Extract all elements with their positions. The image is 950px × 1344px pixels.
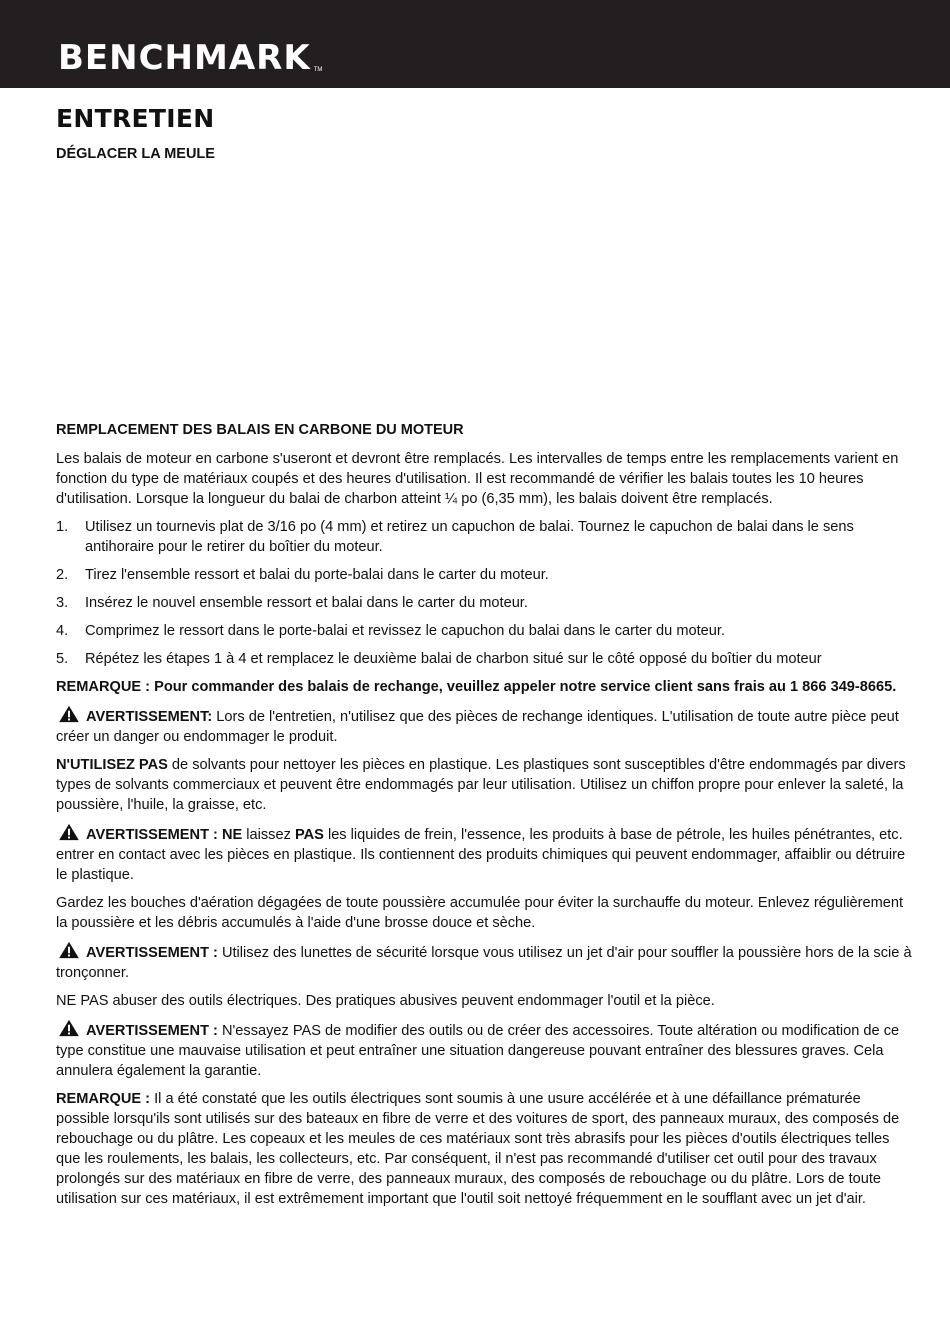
step-number: 2. — [56, 567, 69, 583]
step-text: Répétez les étapes 1 à 4 et remplacez le deuxième balai de charbon situé sur le côté opposé du boîtier du moteur — [85, 651, 822, 667]
warning-label: AVERTISSEMENT: — [86, 709, 213, 725]
warning-triangle-icon — [56, 823, 82, 841]
list-item — [56, 593, 914, 613]
solvent-paragraph — [56, 755, 914, 815]
list-item — [56, 565, 914, 585]
warning-triangle-icon — [56, 941, 82, 959]
note-label: REMARQUE : — [56, 1091, 151, 1107]
step-number: 4. — [56, 623, 69, 639]
warning-modification — [56, 1019, 914, 1081]
brand-name: BENCHMARK — [58, 38, 311, 78]
warning-text: Lors de l'entretien, n'utilisez que des pièces de rechange identiques. L'utilisation de toute autre pièce peut créer un danger ou endommager le produit. — [56, 709, 899, 745]
step-number: 3. — [56, 595, 69, 611]
step-number: 5. — [56, 651, 69, 667]
warning-label: AVERTISSEMENT : — [86, 1023, 218, 1039]
warning-text: les liquides de frein, l'essence, les produits à base de pétrole, les huiles pénétrantes, etc. entrer en contact avec les pièces en plastique. Ils contiennent des produits chimiques qui peuvent endommager, affaiblir ou détruire le plastique. — [56, 827, 906, 883]
section-brushes — [56, 422, 464, 438]
section-body — [56, 449, 914, 1217]
step-text: Utilisez un tournevis plat de 3/16 po (4 mm) et retirez un capuchon de balai. Tournez le capuchon de balai dans le sens antihoraire pour le retirer du boîtier du moteur. — [85, 519, 854, 555]
list-item — [56, 649, 914, 669]
solvent-bold: N'UTILISEZ PAS — [56, 757, 168, 773]
steps-list — [56, 517, 914, 669]
abuse-paragraph: NE PAS abuser des outils électriques. Des pratiques abusives peuvent endommager l'outil et la pièce. — [56, 993, 715, 1009]
warning-label: AVERTISSEMENT : — [86, 945, 218, 961]
list-item — [56, 517, 914, 557]
note-text: REMARQUE : Pour commander des balais de rechange, veuillez appeler notre service client sans frais au 1 866 349-8665. — [56, 679, 897, 695]
note-abrasive-materials — [56, 1089, 914, 1209]
note-replacement-brushes — [56, 677, 914, 697]
section-heading-deglazing: DÉGLACER LA MEULE — [56, 146, 215, 162]
warning-safety-glasses — [56, 941, 914, 983]
page-title-wrap — [56, 100, 908, 133]
step-text: Comprimez le ressort dans le porte-balai et revissez le capuchon du balai dans le carter du moteur. — [85, 623, 726, 639]
warning-text: Utilisez des lunettes de sécurité lorsque vous utilisez un jet d'air pour souffler la poussière hors de la scie à tronçonner. — [56, 945, 912, 981]
solvent-text: de solvants pour nettoyer les pièces en plastique. Les plastiques sont susceptibles d'être endommagés par divers types de solvants commerciaux et peuvent être endommagés par leur utilisation. Utilisez un chiffon propre pour enlever la saleté, la poussière, l'huile, la graisse, etc. — [56, 757, 906, 813]
note-text: Il a été constaté que les outils électriques sont soumis à une usure accélérée et à une défaillance prématurée possible lorsqu'ils sont utilisés sur des bateaux en fibre de verre et des voitures de sport, des panneaux muraux, des composés de rebouchage ou du plâtre. Les copeaux et les meules de ces matériaux sont très abrasifs pour les pièces d'outils électriques telles que les roulements, les balais, les collecteurs, etc. Par conséquent, il n'est pas recommandé d'utiliser cet outil pour des travaux prolongés sur des matériaux en fibre de verre, des panneaux muraux, des composés de rebouchage ou du plâtre. Lors de toute utilisation sur ces matériaux, il est extrêmement important que l'outil soit nettoyé fréquemment en le soufflant avec un jet d'air. — [56, 1091, 900, 1207]
brand-logo — [58, 36, 322, 76]
warning-identical-parts — [56, 705, 914, 747]
warning-label: AVERTISSEMENT : NE — [86, 827, 243, 843]
header-bar — [0, 0, 950, 88]
intro-paragraph: Les balais de moteur en carbone s'useront et devront être remplacés. Les intervalles de temps entre les remplacements varient en fonction du type de matériaux coupés et des heures d'utilisation. Il est recommandé de vérifier les balais toutes les 10 heures d'utilisation. Lorsque la longueur du balai de charbon atteint ¼ po (6,35 mm), les balais doivent être remplacés. — [56, 451, 899, 507]
trademark-mark: TM — [313, 67, 323, 73]
step-text: Tirez l'ensemble ressort et balai du porte-balai dans le carter du moteur. — [85, 567, 549, 583]
warning-text: N'essayez PAS de modifier des outils ou de créer des accessoires. Toute altération ou modification de ce type constitue une mauvaise utilisation et peut entraîner une situation dangereuse pouvant entraîner des blessures graves. Cela annulera également la garantie. — [56, 1023, 900, 1079]
page-title: ENTRETIEN — [56, 104, 215, 133]
warning-brake-fluids — [56, 823, 914, 885]
warning-triangle-icon — [56, 1019, 82, 1037]
section-deglazing — [56, 146, 215, 162]
warning-bold-pas: PAS — [294, 827, 324, 843]
step-text: Insérez le nouvel ensemble ressort et balai dans le carter du moteur. — [85, 595, 528, 611]
warning-text-mid: laissez — [242, 827, 295, 843]
step-number: 1. — [56, 519, 69, 535]
vents-paragraph: Gardez les bouches d'aération dégagées de toute poussière accumulée pour éviter la surchauffe du moteur. Enlevez régulièrement la poussière et les débris accumulés à l'aide d'une brosse douce et sèche. — [56, 895, 904, 931]
list-item — [56, 621, 914, 641]
section-heading-brushes: REMPLACEMENT DES BALAIS EN CARBONE DU MOTEUR — [56, 422, 464, 438]
warning-triangle-icon — [56, 705, 82, 723]
